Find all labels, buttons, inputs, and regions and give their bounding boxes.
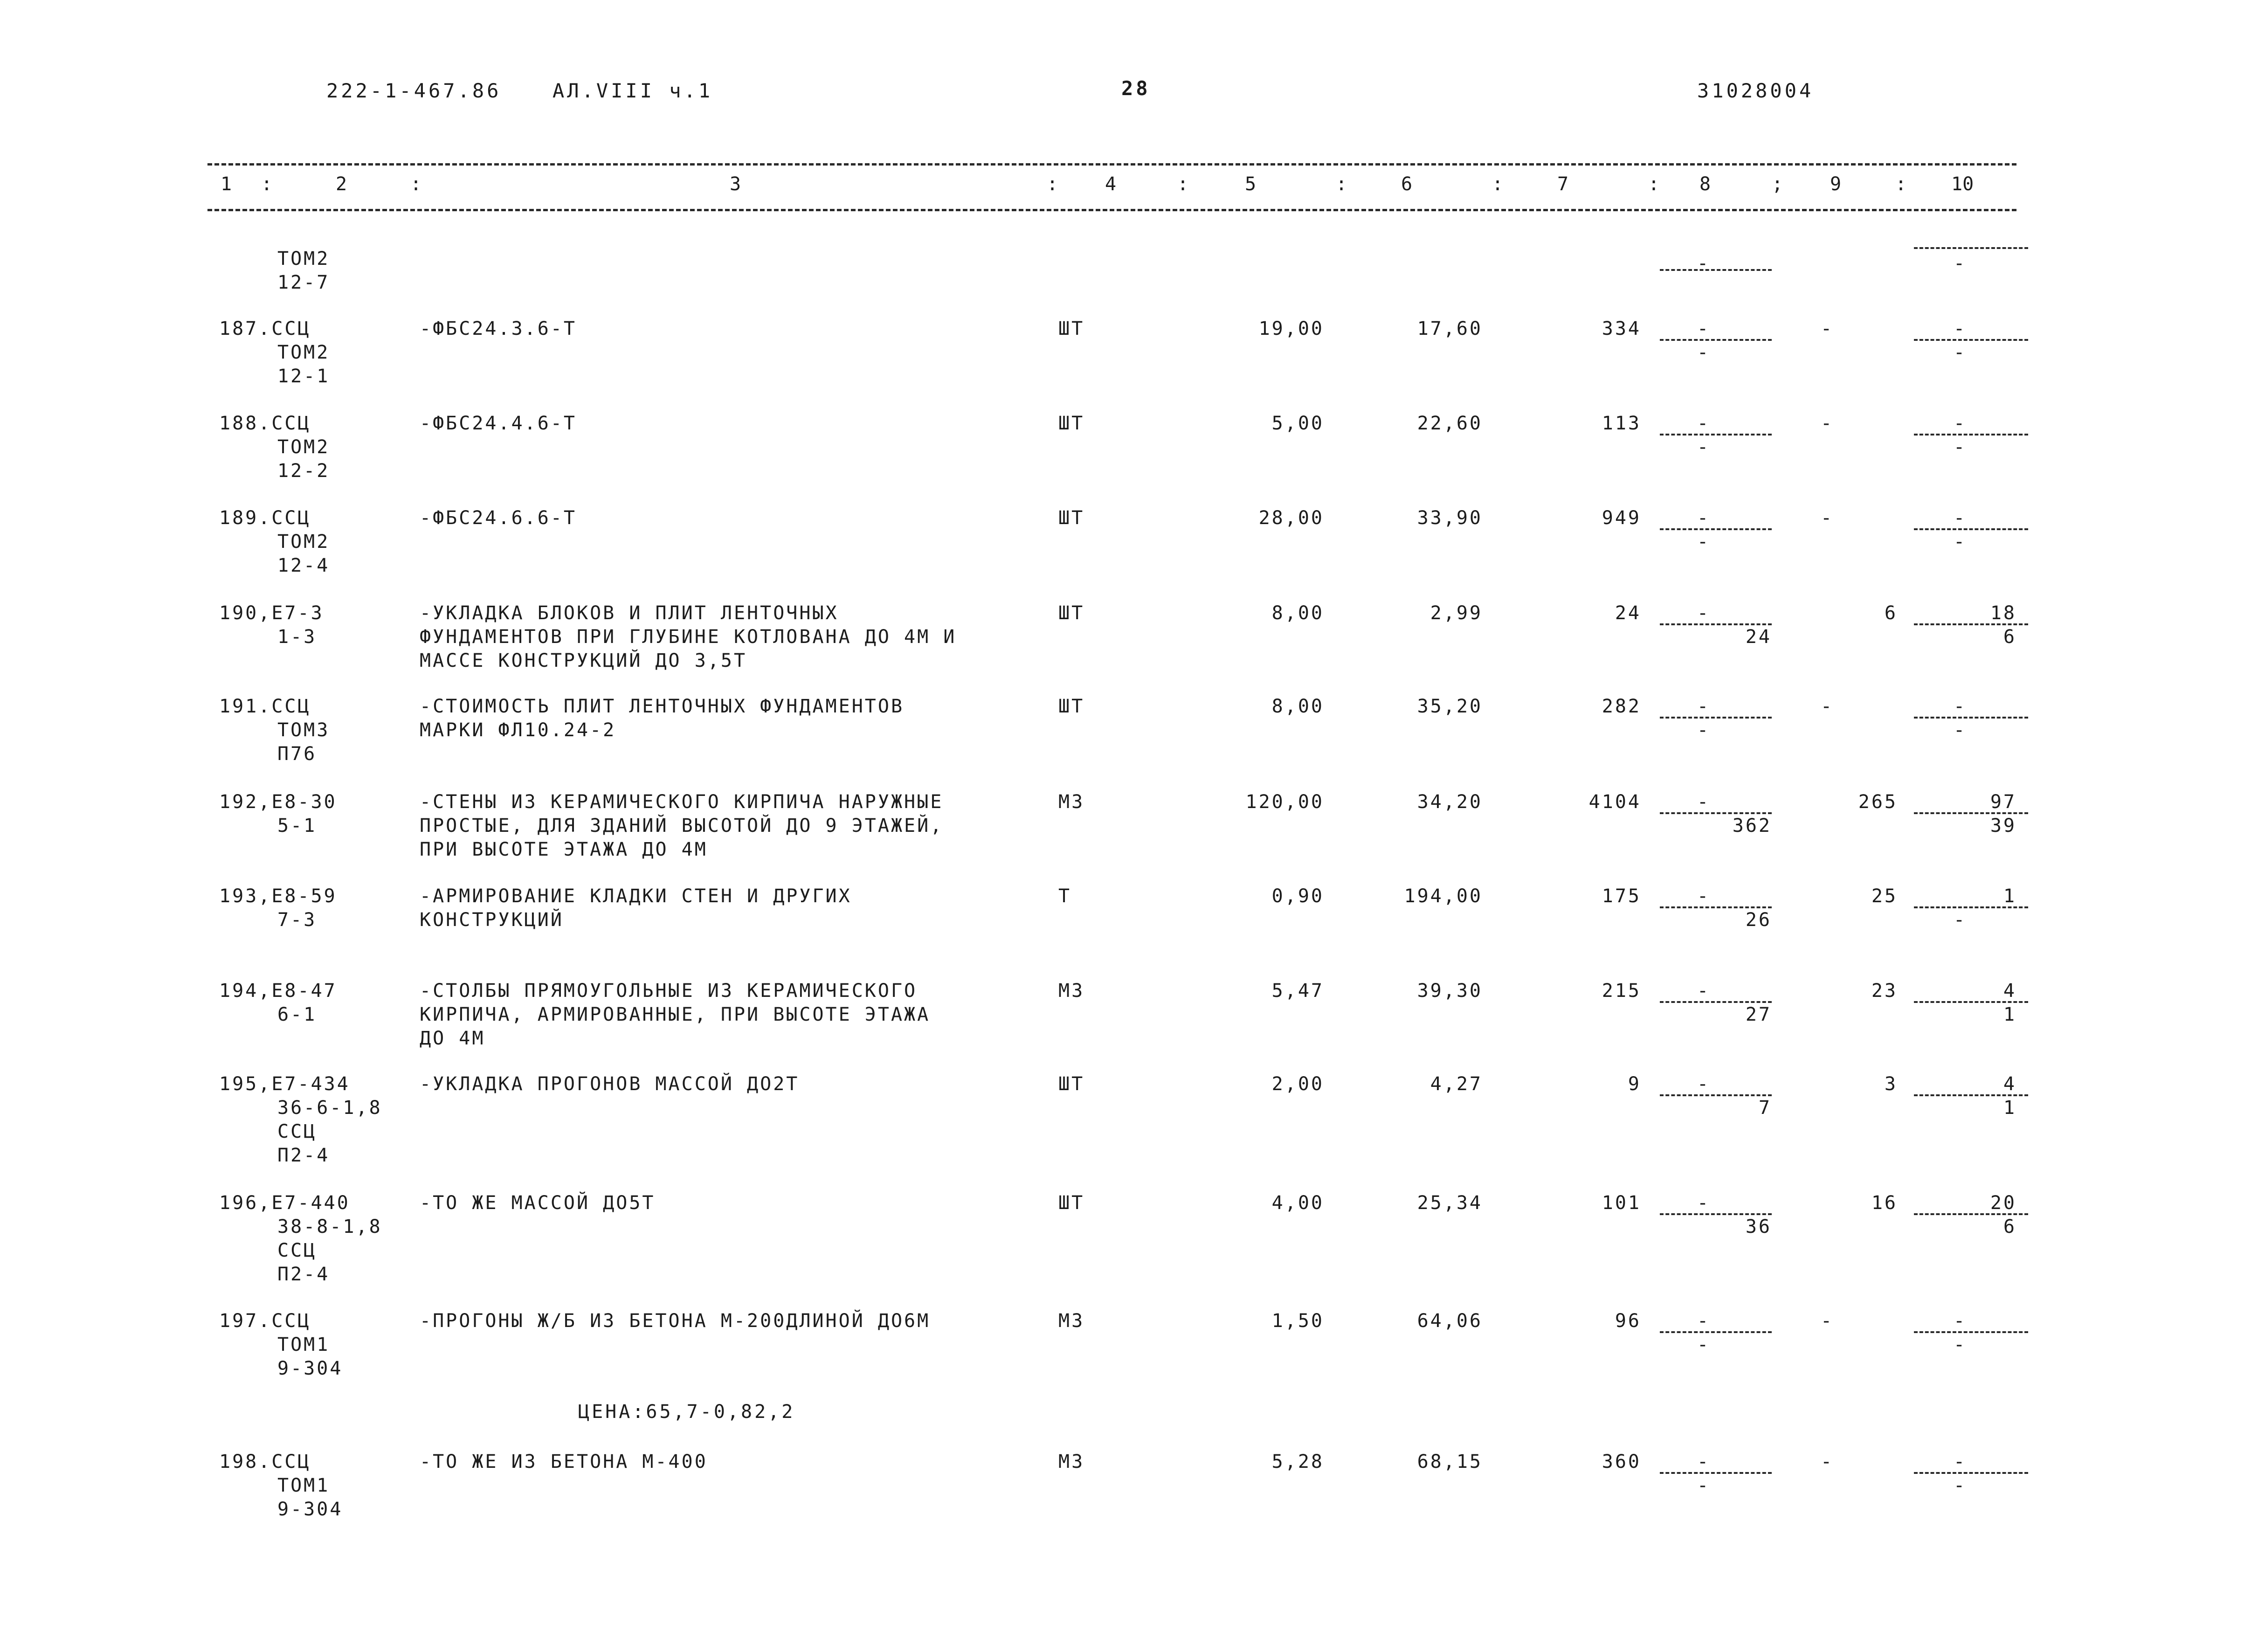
row-col10-top: 4 <box>2003 980 2016 1002</box>
row-unit-price: 64,06 <box>1417 1310 1483 1332</box>
row-quantity: 5,00 <box>1271 413 1324 434</box>
row-description: -УКЛАДКА ПРОГОНОВ МАССОЙ ДО2Т <box>420 1073 800 1095</box>
col-separator: : <box>1492 173 1504 195</box>
row-unit: ШТ <box>1058 1073 1085 1095</box>
row-col9: 23 <box>1871 980 1898 1002</box>
col-header-10: 10 <box>1951 173 1974 195</box>
row-code: ТОМ1 <box>277 1475 330 1496</box>
row-quantity: 5,28 <box>1271 1451 1324 1472</box>
row-col9: 265 <box>1858 791 1898 813</box>
row-code: П76 <box>277 743 317 765</box>
row-quantity: 8,00 <box>1271 602 1324 624</box>
row-col8-bottom: 36 <box>1745 1216 1772 1237</box>
col-header-3: 3 <box>730 173 741 195</box>
col-separator: : <box>1648 173 1660 195</box>
row-code: 6-1 <box>277 1004 317 1025</box>
row-code: П2-4 <box>277 1264 330 1285</box>
row-description: КОНСТРУКЦИЙ <box>420 909 564 931</box>
row-quantity: 4,00 <box>1271 1192 1324 1214</box>
row-code: 9-304 <box>277 1499 343 1520</box>
row-col9: - <box>1821 413 1834 434</box>
col-header-4: 4 <box>1105 173 1117 195</box>
row-code: 189.ССЦ <box>219 507 311 529</box>
row-unit-price: 33,90 <box>1417 507 1483 529</box>
row-total: 949 <box>1602 507 1641 529</box>
row-total: 9 <box>1628 1073 1641 1095</box>
row-col8-top: - <box>1697 885 1711 907</box>
row-code: 12-2 <box>277 460 330 482</box>
row-description: -ПРОГОНЫ Ж/Б ИЗ БЕТОНА М-200ДЛИНОЙ ДО6М <box>420 1310 931 1332</box>
row-unit: ШТ <box>1058 602 1085 624</box>
row-col10-top: - <box>1954 413 1967 434</box>
row-col10-bottom: - <box>1954 1334 1967 1355</box>
row-col8-bottom: 27 <box>1745 1004 1772 1025</box>
row-col8-top: - <box>1697 507 1711 529</box>
row-unit: ШТ <box>1058 507 1085 529</box>
row-col10-bottom: 39 <box>1990 815 2016 836</box>
row-unit-price: 2,99 <box>1430 602 1483 624</box>
col-header-2: 2 <box>336 173 347 195</box>
row-unit-price: 39,30 <box>1417 980 1483 1002</box>
row-col8-top: - <box>1697 602 1711 624</box>
row-col8-top: - <box>1697 1451 1711 1472</box>
row-description: ФУНДАМЕНТОВ ПРИ ГЛУБИНЕ КОТЛОВАНА ДО 4М И <box>420 626 957 648</box>
row-col10-top: - <box>1954 1451 1967 1472</box>
row-quantity: 1,50 <box>1271 1310 1324 1332</box>
row-col8-bottom: 24 <box>1745 626 1772 648</box>
row-total: 360 <box>1602 1451 1641 1472</box>
row-description: ПРИ ВЫСОТЕ ЭТАЖА ДО 4М <box>420 839 708 860</box>
row-code: ТОМ2 <box>277 342 330 363</box>
row-code: 12-4 <box>277 555 330 576</box>
row-code: 196,Е7-440 <box>219 1192 350 1214</box>
row-description: -ТО ЖЕ ИЗ БЕТОНА М-400 <box>420 1451 708 1472</box>
row-quantity: 8,00 <box>1271 696 1324 717</box>
row-quantity: 120,00 <box>1245 791 1324 813</box>
row-col10-bottom: - <box>1954 719 1967 741</box>
row-code: 193,Е8-59 <box>219 885 337 907</box>
row-code: П2-4 <box>277 1145 330 1166</box>
row-col8-bottom: - <box>1697 436 1711 458</box>
col-separator: : <box>1336 173 1347 195</box>
row-col10-bottom: 6 <box>2003 626 2016 648</box>
row-description: ДО 4М <box>420 1028 485 1049</box>
row-quantity: 0,90 <box>1271 885 1324 907</box>
table-top-rule <box>207 163 2016 166</box>
row-col10-bottom: - <box>1954 531 1967 553</box>
col-separator: : <box>261 173 273 195</box>
row-unit-price: 22,60 <box>1417 413 1483 434</box>
row-col9: - <box>1821 507 1834 529</box>
row-total: 113 <box>1602 413 1641 434</box>
column-header-row <box>207 173 2016 201</box>
page-number: 28 <box>1121 77 1151 100</box>
row-total: 175 <box>1602 885 1641 907</box>
row-col10-top: 1 <box>2003 885 2016 907</box>
row-description: -СТОИМОСТЬ ПЛИТ ЛЕНТОЧНЫХ ФУНДАМЕНТОВ <box>420 696 905 717</box>
row-unit: М3 <box>1058 1451 1085 1472</box>
row-code: 187.ССЦ <box>219 318 311 339</box>
row-code: 7-3 <box>277 909 317 931</box>
row-quantity: 2,00 <box>1271 1073 1324 1095</box>
col-header-5: 5 <box>1245 173 1257 195</box>
row-col8-top: - <box>1697 318 1711 339</box>
row-code: ТОМ2 <box>277 436 330 458</box>
row-description: МАССЕ КОНСТРУКЦИЙ ДО 3,5Т <box>420 650 747 671</box>
row-unit: Т <box>1058 885 1072 907</box>
row-code: 198.ССЦ <box>219 1451 311 1472</box>
row-unit-price: 68,15 <box>1417 1451 1483 1472</box>
col-separator: : <box>1047 173 1058 195</box>
row-col10-top: 97 <box>1990 791 2016 813</box>
row-description: -ФБС24.4.6-Т <box>420 413 577 434</box>
row-col9: - <box>1821 696 1834 717</box>
row-col8-bottom: 26 <box>1745 909 1772 931</box>
col-header-7: 7 <box>1557 173 1569 195</box>
row-total: 334 <box>1602 318 1641 339</box>
row-col9: 25 <box>1871 885 1898 907</box>
row-col9: - <box>1821 318 1834 339</box>
row-total: 215 <box>1602 980 1641 1002</box>
row-description: -СТЕНЫ ИЗ КЕРАМИЧЕСКОГО КИРПИЧА НАРУЖНЫЕ <box>420 791 944 813</box>
row-code: 188.ССЦ <box>219 413 311 434</box>
row-code: 1-3 <box>277 626 317 648</box>
row-col9: - <box>1821 1310 1834 1332</box>
row-col10-top: - <box>1954 696 1967 717</box>
row-col8-bottom: - <box>1697 531 1711 553</box>
row-col10-top: - <box>1954 318 1967 339</box>
row-description: КИРПИЧА, АРМИРОВАННЫЕ, ПРИ ВЫСОТЕ ЭТАЖА <box>420 1004 931 1025</box>
row-unit-price: 4,27 <box>1430 1073 1483 1095</box>
row-unit: ШТ <box>1058 318 1085 339</box>
row-quantity: 19,00 <box>1258 318 1324 339</box>
row-col8-bottom: - <box>1697 1334 1711 1355</box>
row-col10-bottom: 1 <box>2003 1097 2016 1119</box>
row-description: -ТО ЖЕ МАССОЙ ДО5Т <box>420 1192 656 1214</box>
row-code: 38-8-1,8 <box>277 1216 382 1237</box>
row-description: -ФБС24.6.6-Т <box>420 507 577 529</box>
row-unit: ШТ <box>1058 1192 1085 1214</box>
row-col8-bottom: - <box>1697 719 1711 741</box>
row-code: 190,Е7-3 <box>219 602 324 624</box>
doc-code: 222-1-467.86 <box>326 79 502 102</box>
row-unit: ШТ <box>1058 413 1085 434</box>
row-col8-bottom: - <box>1697 1475 1711 1496</box>
row-unit-price: 25,34 <box>1417 1192 1483 1214</box>
row-col10-top: - <box>1954 507 1967 529</box>
row-description: -СТОЛБЫ ПРЯМОУГОЛЬНЫЕ ИЗ КЕРАМИЧЕСКОГО <box>420 980 918 1002</box>
row-col10-bottom: 1 <box>2003 1004 2016 1025</box>
row-col10-top: - <box>1954 1310 1967 1332</box>
row-code: 12-7 <box>277 272 330 293</box>
row-col8-bottom: - <box>1697 253 1711 275</box>
row-description: ПРОСТЫЕ, ДЛЯ ЗДАНИЙ ВЫСОТОЙ ДО 9 ЭТАЖЕЙ, <box>420 815 944 836</box>
row-total: 96 <box>1615 1310 1641 1332</box>
col-separator: ; <box>1772 173 1783 195</box>
price-note: ЦЕНА:65,7-0,82,2 <box>578 1401 795 1423</box>
row-code: 5-1 <box>277 815 317 836</box>
row-col8-top: - <box>1697 413 1711 434</box>
col-header-1: 1 <box>221 173 232 195</box>
row-col8-top: - <box>1697 696 1711 717</box>
row-col10-top: 18 <box>1990 602 2016 624</box>
row-col10-bottom: - <box>1954 342 1967 363</box>
row-col9: 16 <box>1871 1192 1898 1214</box>
row-total: 282 <box>1602 696 1641 717</box>
col-separator: : <box>1895 173 1907 195</box>
row-unit: М3 <box>1058 791 1085 813</box>
row-code: ТОМ2 <box>277 248 330 270</box>
row-col10-divider <box>1914 247 2028 249</box>
col-separator: : <box>410 173 422 195</box>
row-unit-price: 17,60 <box>1417 318 1483 339</box>
row-col9: 3 <box>1884 1073 1898 1095</box>
row-code: 12-1 <box>277 366 330 387</box>
row-code: 195,Е7-434 <box>219 1073 350 1095</box>
row-unit: М3 <box>1058 1310 1085 1332</box>
row-col8-bottom: 362 <box>1732 815 1772 836</box>
row-code: ТОМ2 <box>277 531 330 553</box>
table-header-rule <box>207 209 2016 211</box>
row-col10-bottom: - <box>1954 253 1967 275</box>
row-unit-price: 35,20 <box>1417 696 1483 717</box>
album-label: АЛ.VIII ч.1 <box>552 79 713 102</box>
col-separator: : <box>1177 173 1189 195</box>
row-code: 194,Е8-47 <box>219 980 337 1002</box>
row-col9: - <box>1821 1451 1834 1472</box>
col-header-6: 6 <box>1401 173 1413 195</box>
row-code: 192,Е8-30 <box>219 791 337 813</box>
row-col9: 6 <box>1884 602 1898 624</box>
row-col10-bottom: 6 <box>2003 1216 2016 1237</box>
row-col8-bottom: - <box>1697 342 1711 363</box>
row-code: ССЦ <box>277 1121 317 1142</box>
row-total: 4104 <box>1588 791 1641 813</box>
row-col10-bottom: - <box>1954 436 1967 458</box>
row-quantity: 28,00 <box>1258 507 1324 529</box>
row-code: 9-304 <box>277 1358 343 1379</box>
row-code: ССЦ <box>277 1240 317 1261</box>
row-code: ТОМ1 <box>277 1334 330 1355</box>
row-col8-top: - <box>1697 1310 1711 1332</box>
col-header-8: 8 <box>1699 173 1711 195</box>
row-code: 191.ССЦ <box>219 696 311 717</box>
col-header-9: 9 <box>1830 173 1842 195</box>
row-col8-bottom: 7 <box>1758 1097 1772 1119</box>
row-code: 36-6-1,8 <box>277 1097 382 1119</box>
row-col8-top: - <box>1697 791 1711 813</box>
row-col10-bottom: - <box>1954 909 1967 931</box>
row-total: 101 <box>1602 1192 1641 1214</box>
row-total: 24 <box>1615 602 1641 624</box>
row-unit-price: 34,20 <box>1417 791 1483 813</box>
row-col8-top: - <box>1697 1192 1711 1214</box>
row-col8-top: - <box>1697 1073 1711 1095</box>
row-description: МАРКИ ФЛ10.24-2 <box>420 719 616 741</box>
row-description: -УКЛАДКА БЛОКОВ И ПЛИТ ЛЕНТОЧНЫХ <box>420 602 839 624</box>
row-description: -ФБС24.3.6-Т <box>420 318 577 339</box>
row-col10-bottom: - <box>1954 1475 1967 1496</box>
row-description: -АРМИРОВАНИЕ КЛАДКИ СТЕН И ДРУГИХ <box>420 885 852 907</box>
row-code: 197.ССЦ <box>219 1310 311 1332</box>
row-col10-top: 4 <box>2003 1073 2016 1095</box>
row-unit: М3 <box>1058 980 1085 1002</box>
row-col10-top: 20 <box>1990 1192 2016 1214</box>
row-quantity: 5,47 <box>1271 980 1324 1002</box>
doc-number: 31028004 <box>1697 79 1814 102</box>
row-col8-top: - <box>1697 980 1711 1002</box>
row-unit: ШТ <box>1058 696 1085 717</box>
row-code: ТОМ3 <box>277 719 330 741</box>
row-unit-price: 194,00 <box>1404 885 1483 907</box>
